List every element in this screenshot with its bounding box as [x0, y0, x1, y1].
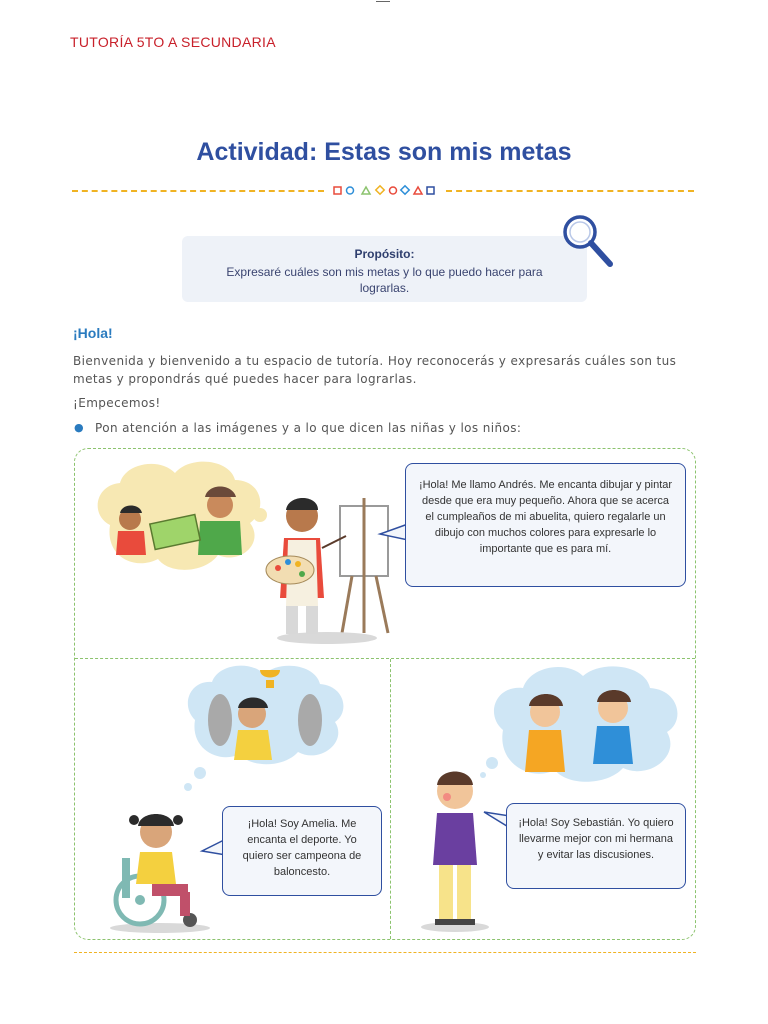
speech-bubble-sebastian: ¡Hola! Soy Sebastián. Yo quiero llevarme mejor con mi hermana y evitar las discusiones.: [506, 803, 686, 889]
girl-wheelchair-illustration: [100, 800, 220, 935]
bullet-instruction: Pon atención a las imágenes y a lo que dicen las niñas y los niños:: [95, 421, 522, 435]
thought-cloud-siblings: [485, 660, 685, 785]
top-page-mark: [376, 0, 390, 2]
start-line: ¡Empecemos!: [73, 396, 161, 410]
thought-cloud-grandmother: [90, 455, 270, 585]
purpose-title: Propósito:: [354, 247, 415, 261]
frame-divider-horizontal: [75, 658, 695, 659]
speech-bubble-amelia: ¡Hola! Soy Amelia. Me encanta el deporte. Yo quiero ser campeona de baloncesto.: [222, 806, 382, 896]
page-title: Actividad: Estas son mis metas: [196, 138, 572, 166]
boy-painting-illustration: [262, 488, 412, 648]
thought-dots-2: [180, 765, 210, 795]
frame-divider-vertical: [390, 659, 391, 939]
purpose-text: Expresaré cuáles son mis metas y lo que puedo hacer para lograrlas.: [226, 265, 543, 295]
bottom-divider: [74, 952, 696, 953]
title-divider-right: [446, 190, 694, 192]
header-course-label: TUTORÍA 5TO A SECUNDARIA: [70, 34, 276, 50]
boy-standing-illustration: [415, 765, 495, 935]
greeting-heading: ¡Hola!: [73, 325, 113, 341]
purpose-box: [182, 236, 587, 302]
speech-bubble-andres: ¡Hola! Me llamo Andrés. Me encanta dibujar y pintar desde que era muy pequeño. Ahora que se acerca el cumpleaños de mi abuelita, quiero regalarle un dibujo con muchos colores para expresarle lo importante que es para mí.: [405, 463, 686, 587]
shapes-decoration: [332, 184, 436, 198]
title-divider-left: [72, 190, 324, 192]
bubble-tail-andres: [378, 520, 408, 544]
magnifier-icon: [558, 214, 618, 274]
intro-paragraph: Bienvenida y bienvenido a tu espacio de tutoría. Hoy reconocerás y expresarás cuáles son tus metas y propondrás qué puedes hacer para lograrlas.: [73, 354, 677, 386]
bullet-dot: ●: [74, 421, 84, 434]
thought-cloud-basketball: [180, 660, 350, 770]
